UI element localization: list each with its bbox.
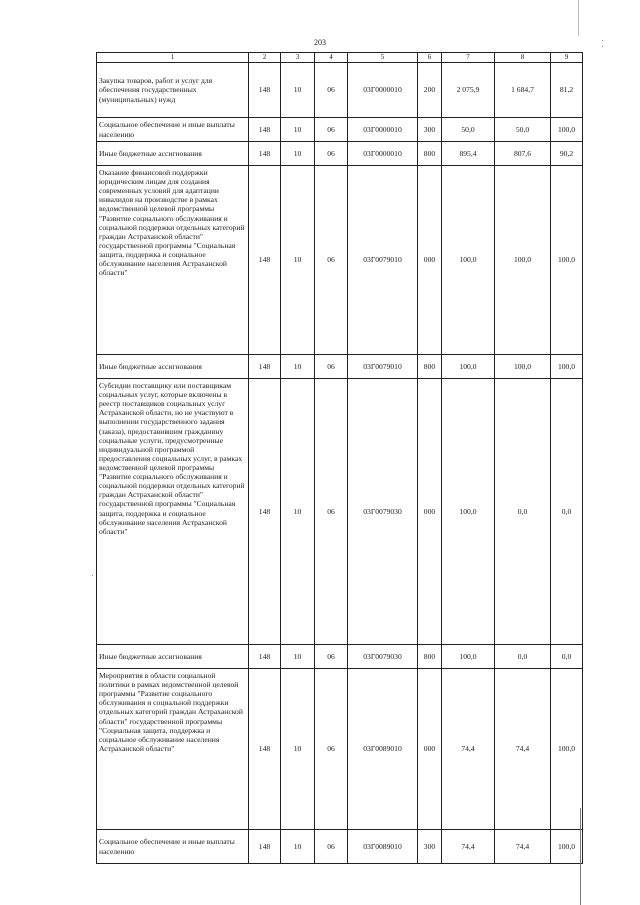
cell-executed: 1 684,7 <box>495 63 551 118</box>
cell-executed: 0,0 <box>495 645 551 669</box>
scan-margin-line <box>578 0 579 36</box>
cell-executed: 50,0 <box>495 118 551 142</box>
cell-target-article: 03Г0000010 <box>348 142 418 166</box>
cell-ministry-code: 148 <box>249 166 281 355</box>
cell-subsection: 06 <box>315 166 348 355</box>
column-header: 7 <box>442 53 495 63</box>
cell-ministry-code: 148 <box>249 645 281 669</box>
cell-planned: 2 075,9 <box>442 63 495 118</box>
scan-speck <box>602 46 603 47</box>
cell-section: 10 <box>281 355 315 379</box>
cell-percent: 100,0 <box>551 166 583 355</box>
cell-ministry-code: 148 <box>249 669 281 830</box>
cell-percent: 100,0 <box>551 118 583 142</box>
cell-ministry-code: 148 <box>249 355 281 379</box>
cell-ministry-code: 148 <box>249 379 281 645</box>
scan-speck <box>602 40 603 41</box>
cell-target-article: 03Г0000010 <box>348 118 418 142</box>
cell-section: 10 <box>281 830 315 864</box>
cell-expense-type: 800 <box>418 645 442 669</box>
cell-executed: 74,4 <box>495 669 551 830</box>
cell-target-article: 03Г0000010 <box>348 63 418 118</box>
row-description: Иные бюджетные ассигнования <box>97 142 249 166</box>
table-row <box>97 669 583 830</box>
cell-section: 10 <box>281 645 315 669</box>
page-number: 203 <box>314 38 326 47</box>
row-description: Социальное обеспечение и иные выплаты населению <box>97 118 249 142</box>
cell-section: 10 <box>281 166 315 355</box>
cell-percent: 0,0 <box>551 379 583 645</box>
column-header: 3 <box>281 53 315 63</box>
cell-subsection: 06 <box>315 142 348 166</box>
cell-subsection: 06 <box>315 830 348 864</box>
column-header: 4 <box>315 53 348 63</box>
cell-section: 10 <box>281 142 315 166</box>
table-row <box>97 355 583 379</box>
cell-expense-type: 300 <box>418 118 442 142</box>
cell-expense-type: 200 <box>418 63 442 118</box>
cell-percent: 90,2 <box>551 142 583 166</box>
cell-ministry-code: 148 <box>249 118 281 142</box>
cell-percent: 81,2 <box>551 63 583 118</box>
cell-section: 10 <box>281 118 315 142</box>
cell-executed: 807,6 <box>495 142 551 166</box>
cell-executed: 100,0 <box>495 355 551 379</box>
row-description: Субсидии поставщику или поставщикам социальных услуг, которые включены в реестр поставщиков социальных услуг Астраханской области, но не участвуют в выполнении государственного задания (заказа), предоставившим гражданину социальные услуги, предусмотренные индивидуальной программой предоставления социальных услуг, в рамках ведомственной целевой программы "Развитие социального обслуживания и социальной поддержки отдельных категорий граждан Астраханской области" государственной программы "Социальная защита, поддержка и социальное обслуживание населения Астраханской области" <box>97 379 249 645</box>
budget-table <box>96 52 583 864</box>
cell-target-article: 03Г0079030 <box>348 379 418 645</box>
row-description: Иные бюджетные ассигнования <box>97 355 249 379</box>
cell-ministry-code: 148 <box>249 63 281 118</box>
cell-ministry-code: 148 <box>249 142 281 166</box>
cell-planned: 100,0 <box>442 355 495 379</box>
cell-subsection: 06 <box>315 355 348 379</box>
cell-percent: 0,0 <box>551 645 583 669</box>
cell-subsection: 06 <box>315 63 348 118</box>
column-header: 1 <box>97 53 249 63</box>
column-header: 8 <box>495 53 551 63</box>
cell-target-article: 03Г0089010 <box>348 830 418 864</box>
cell-percent: 100,0 <box>551 669 583 830</box>
table-row <box>97 645 583 669</box>
cell-percent: 100,0 <box>551 355 583 379</box>
row-description: Социальное обеспечение и иные выплаты населению <box>97 830 249 864</box>
cell-expense-type: 000 <box>418 669 442 830</box>
column-header: 2 <box>249 53 281 63</box>
table-row <box>97 63 583 118</box>
cell-planned: 50,0 <box>442 118 495 142</box>
cell-target-article: 03Г0079010 <box>348 166 418 355</box>
scan-speck <box>92 575 93 576</box>
row-description: Иные бюджетные ассигнования <box>97 645 249 669</box>
cell-percent: 100,0 <box>551 830 583 864</box>
cell-subsection: 06 <box>315 645 348 669</box>
cell-section: 10 <box>281 63 315 118</box>
cell-planned: 74,4 <box>442 830 495 864</box>
column-number-row <box>97 53 583 63</box>
cell-target-article: 03Г0089010 <box>348 669 418 830</box>
table-row <box>97 166 583 355</box>
cell-target-article: 03Г0079010 <box>348 355 418 379</box>
cell-subsection: 06 <box>315 379 348 645</box>
cell-executed: 100,0 <box>495 166 551 355</box>
cell-target-article: 03Г0079030 <box>348 645 418 669</box>
table-row <box>97 118 583 142</box>
cell-expense-type: 800 <box>418 355 442 379</box>
row-description: Оказание финансовой поддержки юридическим лицам для создания современных условий для адаптации инвалидов на производстве в рамках ведомственной целевой программы "Развитие социального обслуживания и социальной поддержки отдельных категорий граждан Астраханской области" государственной программы "Социальная защита, поддержка и социальное обслуживание населения Астраханской области" <box>97 166 249 355</box>
cell-executed: 0,0 <box>495 379 551 645</box>
cell-section: 10 <box>281 669 315 830</box>
cell-planned: 100,0 <box>442 166 495 355</box>
cell-planned: 100,0 <box>442 645 495 669</box>
cell-planned: 74,4 <box>442 669 495 830</box>
column-header: 5 <box>348 53 418 63</box>
column-header: 6 <box>418 53 442 63</box>
cell-ministry-code: 148 <box>249 830 281 864</box>
cell-expense-type: 300 <box>418 830 442 864</box>
cell-planned: 895,4 <box>442 142 495 166</box>
cell-executed: 74,4 <box>495 830 551 864</box>
cell-subsection: 06 <box>315 669 348 830</box>
cell-planned: 100,0 <box>442 379 495 645</box>
table-row <box>97 379 583 645</box>
table-row <box>97 830 583 864</box>
cell-expense-type: 000 <box>418 379 442 645</box>
cell-section: 10 <box>281 379 315 645</box>
cell-expense-type: 800 <box>418 142 442 166</box>
cell-subsection: 06 <box>315 118 348 142</box>
scan-margin-line <box>580 808 581 905</box>
cell-expense-type: 000 <box>418 166 442 355</box>
table-row <box>97 142 583 166</box>
row-description: Закупка товаров, работ и услуг для обеспечения государственных (муниципальных) нужд <box>97 63 249 118</box>
column-header: 9 <box>551 53 583 63</box>
row-description: Мероприятия в области социальной политики в рамках ведомственной целевой программы "Развитие социального обслуживания и социальной поддержки отдельных категорий граждан Астраханской области" государственной программы "Социальная защита, поддержка и социальное обслуживание населения Астраханской области" <box>97 669 249 830</box>
